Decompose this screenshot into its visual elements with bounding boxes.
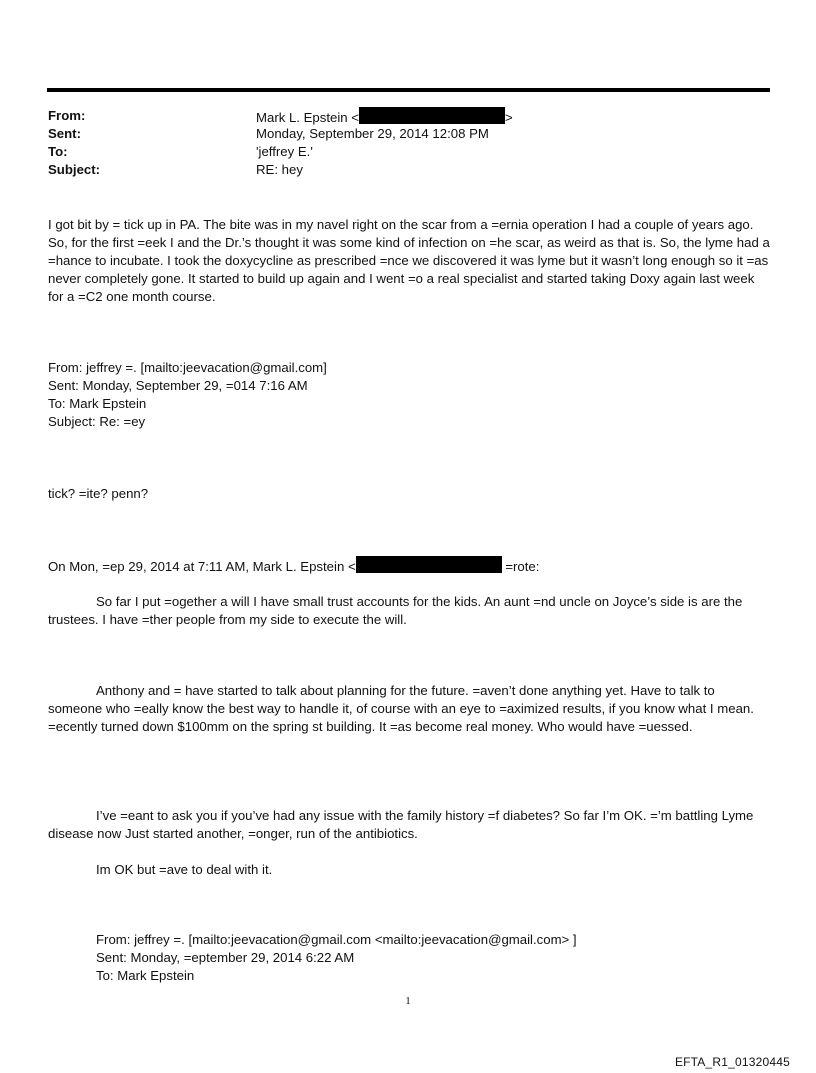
to-value: 'jeffrey E.' <box>256 144 313 159</box>
page-number: 1 <box>405 995 411 1007</box>
quoted-to: To: Mark Epstein <box>96 968 195 983</box>
bates-number: EFTA_R1_01320445 <box>674 1055 790 1069</box>
redaction-box <box>356 556 502 573</box>
paragraph-anthony: Anthony and = have started to talk about planning for the future. =aven’t done anything yet. Have to talk to someone who =eally know the best way to handle it, of course with an eye to =aximized results, if you know what I mean. =ecently turned down $100mm on the spring st building. It =as become real money. Who would have =uessed. <box>48 683 754 734</box>
sent-label: Sent: <box>48 126 81 141</box>
paragraph-will: So far I put =ogether a will I have small trust accounts for the kids. An aunt =nd uncle on Joyce’s side is are the trustees. I have =ther people from my side to execute the will. <box>48 594 743 627</box>
quoted-to: To: Mark Epstein <box>48 396 147 411</box>
to-label: To: <box>48 144 68 159</box>
on-mon-suffix: =rote: <box>505 559 540 574</box>
quoted-header-1 <box>48 359 748 431</box>
from-close: > <box>504 110 513 125</box>
redaction-box <box>359 107 505 124</box>
sent-value: Monday, September 29, 2014 12:08 PM <box>256 126 489 141</box>
header-rule <box>47 88 770 92</box>
tick-reply: tick? =ite? penn? <box>48 486 149 501</box>
from-value <box>256 107 513 127</box>
quoted-subject: Subject: Re: =ey <box>48 414 146 429</box>
message-body: I got bit by = tick up in PA. The bite was in my navel right on the scar from a =ernia operation I had a couple of years ago. So, for the first =eek I and the Dr.’s thought it was some kind of infection on =he scar, as weird as that is. So, the lyme had a =hance to incubate. I took the doxycycline as prescribed =nce we discovered it was lyme but it wasn’t long enough so it =as never completely gone. It started to build up again and I went =o a real specialist and started taking Doxy again last week for a =C2 one month course. <box>48 217 770 304</box>
from-label: From: <box>48 108 86 123</box>
quoted-from: From: jeffrey =. [mailto:jeevacation@gmail.com <mailto:jeevacation@gmail.com> ] <box>96 932 577 947</box>
from-name: Mark L. Epstein < <box>256 110 359 125</box>
subject-value: RE: hey <box>256 162 303 177</box>
quoted-sent: Sent: Monday, =eptember 29, 2014 6:22 AM <box>96 950 355 965</box>
on-mon-prefix: On Mon, =ep 29, 2014 at 7:11 AM, Mark L. Epstein < <box>48 559 356 574</box>
paragraph-ok: Im OK but =ave to deal with it. <box>96 862 273 877</box>
quoted-from: From: jeffrey =. [mailto:jeevacation@gmail.com] <box>48 360 327 375</box>
on-mon-wrote <box>48 556 539 576</box>
quoted-header-2 <box>96 931 776 985</box>
subject-label: Subject: <box>48 162 101 177</box>
paragraph-diabetes: I’ve =eant to ask you if you’ve had any issue with the family history =f diabetes? So far I’m OK. =’m battling Lyme disease now Just started another, =onger, run of the antibiotics. <box>48 808 754 841</box>
quoted-sent: Sent: Monday, September 29, =014 7:16 AM <box>48 378 308 393</box>
